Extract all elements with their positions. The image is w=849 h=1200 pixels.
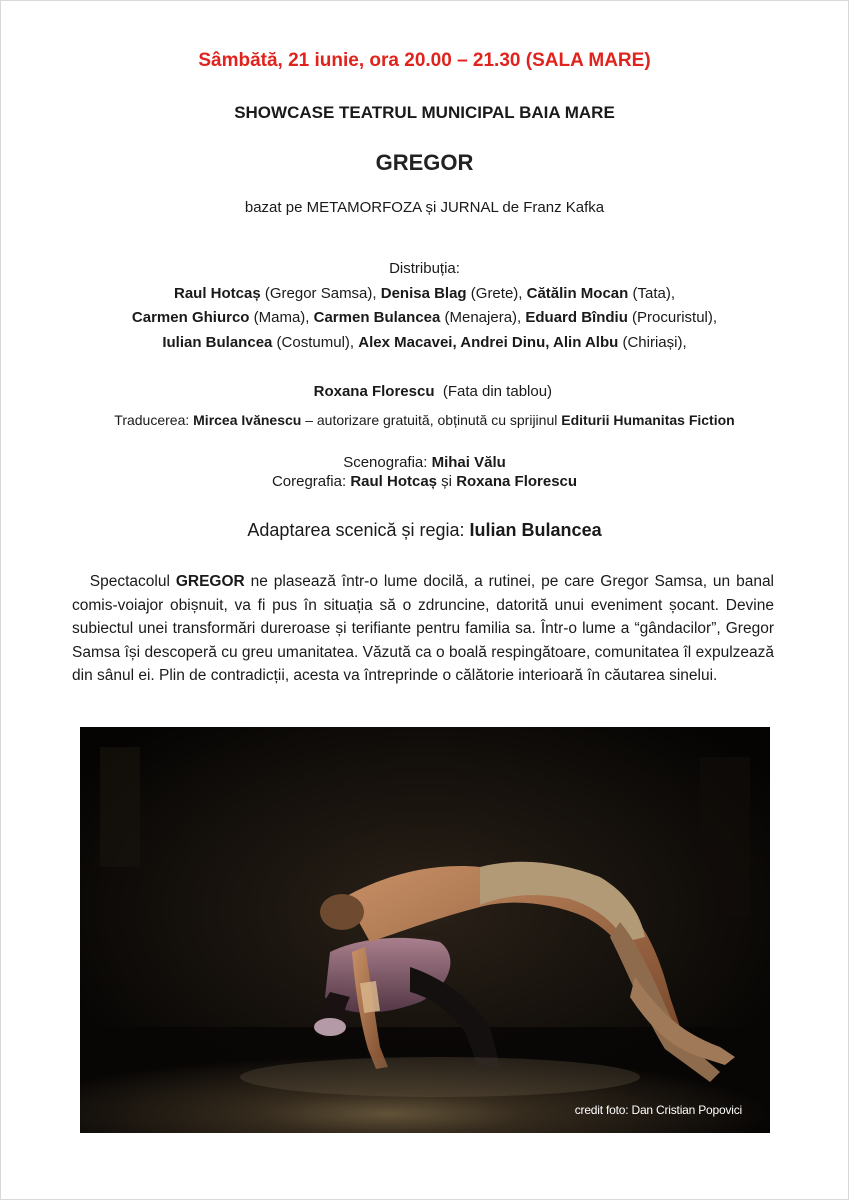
cast-actor: Alex Macavei, Andrei Dinu, Alin Albu [358, 333, 619, 351]
synopsis-lead: Spectacolul [89, 573, 176, 590]
cast-section [0, 257, 849, 429]
showcase-heading: SHOWCASE TEATRUL MUNICIPAL BAIA MARE [234, 103, 615, 122]
translation-credit [0, 412, 849, 428]
cast-actor: Carmen Ghiurco [131, 309, 250, 326]
cast-role: (Gregor Samsa), [260, 284, 381, 302]
photo-credit: credit foto: Dan Cristian Popovici [574, 1103, 742, 1117]
choreography-conjunction: și [437, 473, 457, 490]
cast-actor: Cătălin Mocan [526, 284, 629, 302]
cast-actor: Eduard Bîndiu [525, 309, 628, 326]
synopsis-text: ne plasează într-o lume docilă, a rutinei, pe care Gregor Samsa, un banal comis-voiajor obișnuit, va fi pus în situația să o zdruncine, datorită unui eveniment șocant. Devine subiectul unei transformări dureroase și terifiante pentru familia sa. Într-o lume a “gândacilor”, Gregor Samsa își descoperă cu greu umanitatea. Văzută ca o boală respingătoare, comunitatea îl expulzează din sânul ei. Plin de contradicții, acesta va întreprinde o călătorie interioară în căutarea sinelui. [72, 573, 775, 684]
cast-actor: Iulian Bulancea [162, 333, 273, 351]
director-name: Iulian Bulancea [469, 520, 602, 540]
choreographer-name: Raul Hotcaș [350, 473, 438, 490]
direction-label: Adaptarea scenică și regia: [247, 520, 470, 540]
synopsis-title: GREGOR [175, 573, 245, 590]
translator-name: Mircea Ivănescu [193, 412, 302, 428]
cast-role: (Procuristul), [627, 309, 718, 326]
translation-label: Traducerea: [114, 412, 194, 428]
synopsis-paragraph [72, 570, 774, 688]
translation-note: – autorizare gratuită, obținută cu sprijinul [301, 412, 562, 428]
choreographer-name-2: Roxana Florescu [456, 473, 578, 490]
dancers-illustration [80, 727, 770, 1133]
scenographer-name: Mihai Vălu [431, 454, 506, 471]
cast-role: (Chiriași), [618, 333, 687, 351]
cast-line-1 [0, 282, 849, 307]
direction-credit [0, 520, 849, 541]
cast-actor: Roxana Florescu [313, 382, 435, 400]
cast-role: (Costumul), [272, 333, 359, 351]
choreography-line [0, 472, 849, 491]
cast-line-3 [0, 331, 849, 356]
publisher-name: Editurii Humanitas Fiction [561, 412, 735, 428]
cast-role: (Fata din tablou) [434, 382, 553, 400]
scenography-label: Scenografia: [343, 454, 432, 471]
crew-credits [0, 453, 849, 491]
play-title: GREGOR [375, 150, 474, 175]
cast-line-2 [0, 306, 849, 331]
scenography-line [0, 453, 849, 472]
based-on-line: bazat pe METAMORFOZA și JURNAL de Franz Kafka [244, 199, 605, 216]
cast-heading: Distribuția: [389, 260, 460, 277]
event-date-line: Sâmbătă, 21 iunie, ora 20.00 – 21.30 (SALA MARE) [198, 50, 651, 71]
performance-photo [80, 727, 770, 1133]
cast-actor: Carmen Bulancea [313, 309, 441, 326]
cast-role: (Tata), [628, 284, 675, 302]
choreography-label: Coregrafia: [271, 473, 351, 490]
cast-actor: Denisa Blag [380, 284, 467, 302]
cast-role: (Menajera), [440, 309, 526, 326]
cast-role: (Mama), [249, 309, 314, 326]
cast-role: (Grete), [466, 284, 527, 302]
cast-actor: Raul Hotcaș [174, 284, 261, 302]
